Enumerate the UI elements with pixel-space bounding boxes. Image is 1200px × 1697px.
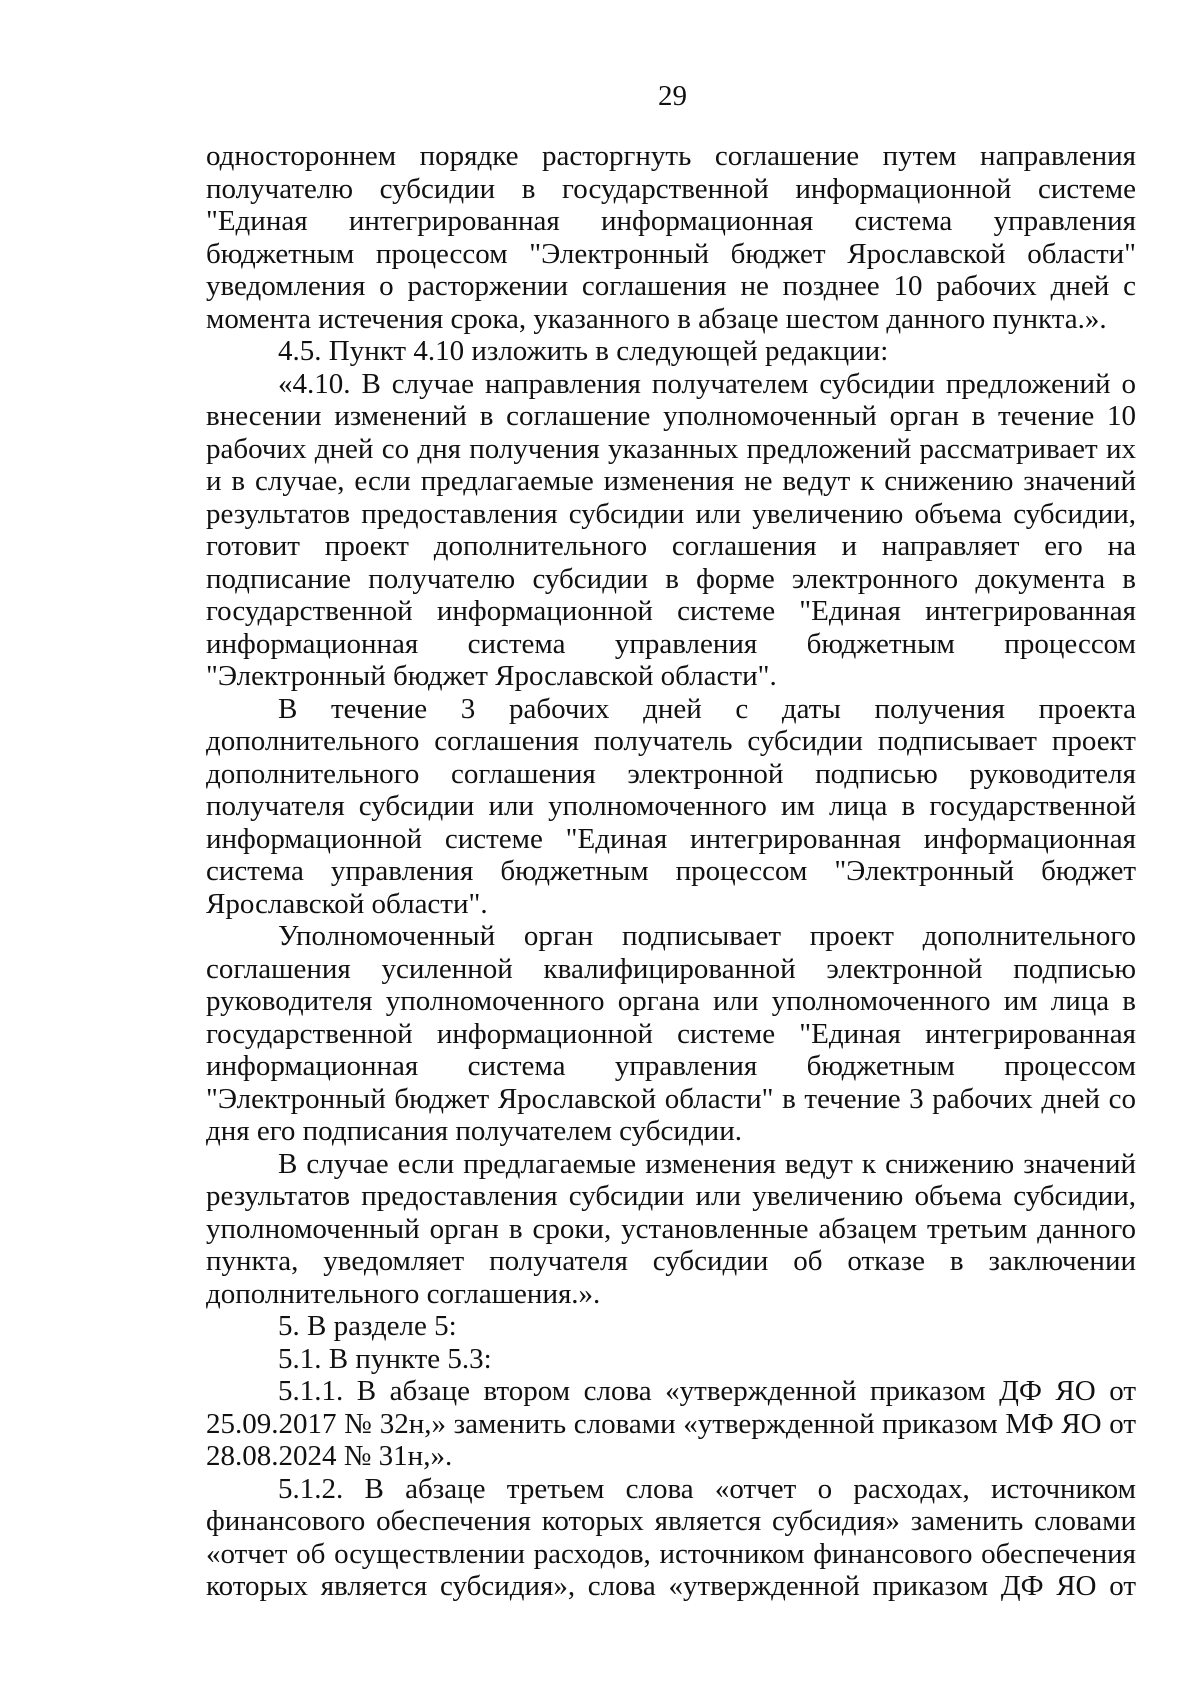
paragraph-3: «4.10. В случае направления получателем субсидии предложений о внесении изменений в соглашение уполномоченный орган в течение 10 рабочих дней со дня получения указанных предложений рассматривает их и в случае, если предлагаемые изменения не ведут к снижению значений результатов предоставления субсидии или увеличению объема субсидии, готовит проект дополнительного соглашения и направляет его на подписание получателю субсидии в форме электронного документа в государственной информационной системе "Единая интегрированная информационная система управления бюджетным процессом "Электронный бюджет Ярославской области". bbox=[206, 367, 1136, 692]
paragraph-4: В течение 3 рабочих дней с даты получения проекта дополнительного соглашения получатель субсидии подписывает проект дополнительного соглашения электронной подписью руководителя получателя субсидии или уполномоченного им лица в государственной информационной системе "Единая интегрированная информационная система управления бюджетным процессом "Электронный бюджет Ярославской области". bbox=[206, 692, 1136, 920]
paragraph-8: 5.1. В пункте 5.3: bbox=[278, 1342, 492, 1375]
paragraph-9: 5.1.1. В абзаце втором слова «утвержденной приказом ДФ ЯО от 25.09.2017 № 32н,» заменить словами «утвержденной приказом МФ ЯО от 28.08.2024 № 31н,». bbox=[206, 1375, 1136, 1472]
paragraph-6: В случае если предлагаемые изменения ведут к снижению значений результатов предоставления субсидии или увеличению объема субсидии, уполномоченный орган в сроки, установленные абзацем третьим данного пункта, уведомляет получателя субсидии об отказе в заключении дополнительного соглашения.». bbox=[206, 1147, 1136, 1310]
document-body bbox=[206, 140, 1136, 1603]
paragraph-10: 5.1.2. В абзаце третьем слова «отчет о расходах, источником финансового обеспечения которых является субсидия» заменить словами «отчет об осуществлении расходов, источником финансового обеспечения которых является субсидия», слова «утвержденной приказом ДФ ЯО от bbox=[206, 1472, 1136, 1602]
paragraph-7: 5. В разделе 5: bbox=[278, 1310, 457, 1342]
paragraph-1: одностороннем порядке расторгнуть соглашение путем направления получателю субсидии в государственной информационной системе "Единая интегрированная информационная система управления бюджетным процессом "Электронный бюджет Ярославской области" уведомления о расторжении соглашения не позднее 10 рабочих дней с момента истечения срока, указанного в абзаце шестом данного пункта.». bbox=[206, 140, 1136, 335]
page-number: 29 bbox=[658, 80, 687, 112]
paragraph-5: Уполномоченный орган подписывает проект дополнительного соглашения усиленной квалифицированной электронной подписью руководителя уполномоченного органа или уполномоченного им лица в государственной информационной системе "Единая интегрированная информационная система управления бюджетным процессом "Электронный бюджет Ярославской области" в течение 3 рабочих дней со дня его подписания получателем субсидии. bbox=[206, 920, 1136, 1147]
paragraph-2: 4.5. Пункт 4.10 изложить в следующей редакции: bbox=[278, 335, 889, 367]
